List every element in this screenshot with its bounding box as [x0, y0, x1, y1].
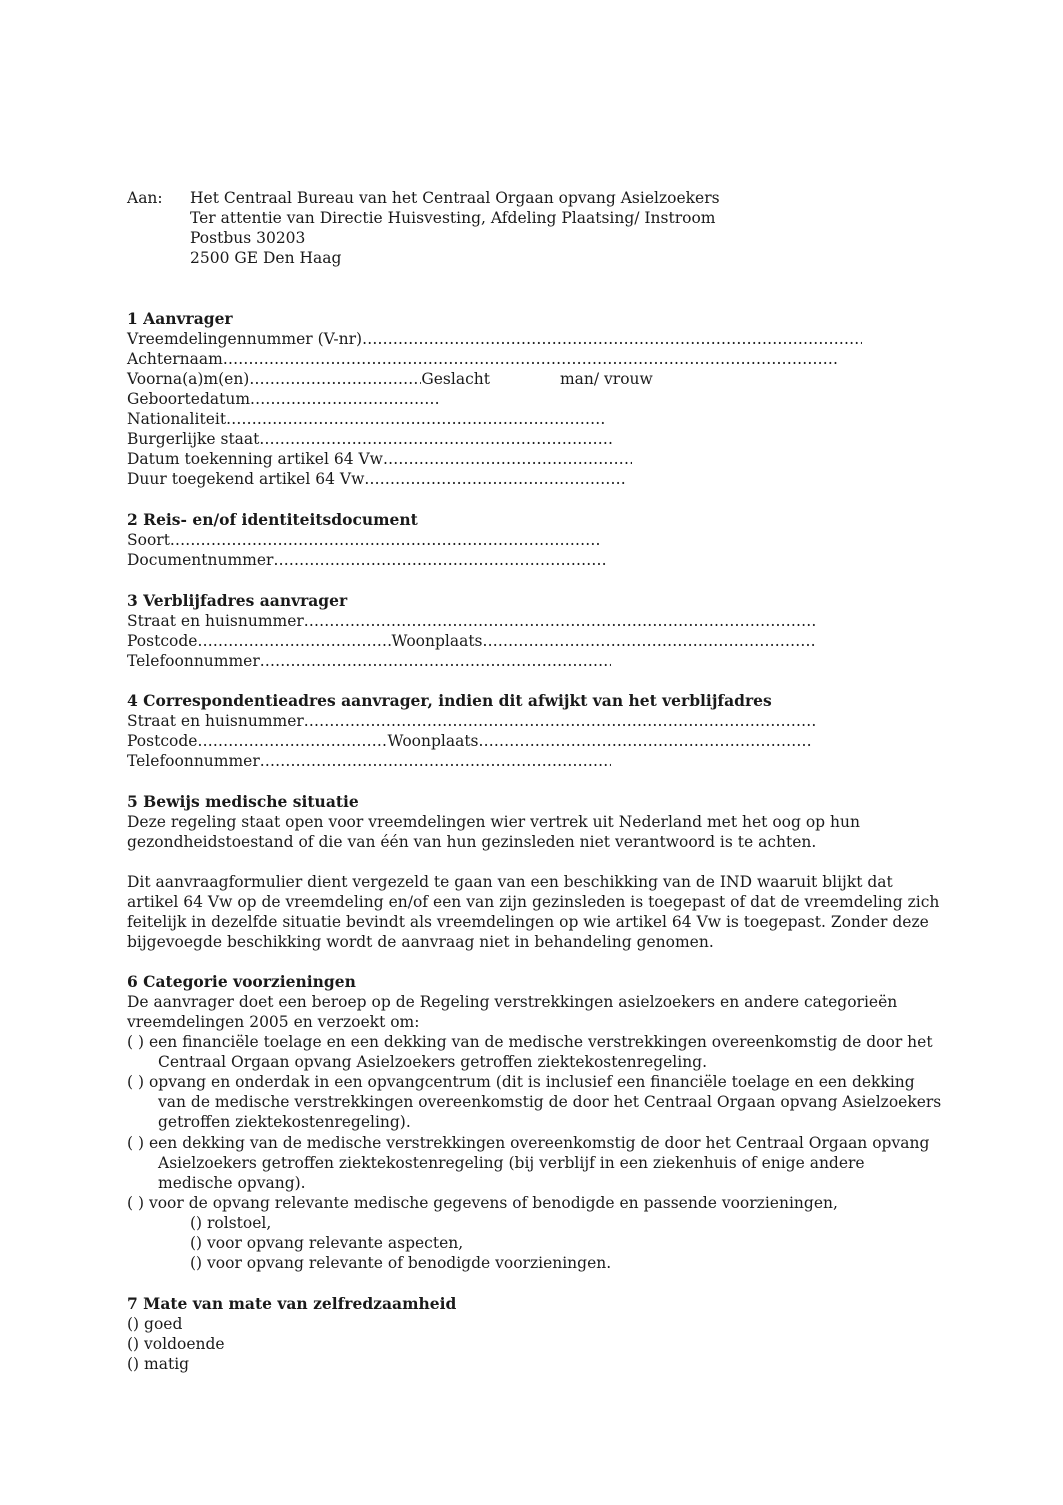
address-line-4: 2500 GE Den Haag [190, 249, 342, 267]
dotted-line [273, 550, 606, 570]
section-3-heading: 3 Verblijfadres aanvrager [127, 591, 348, 610]
corr-postcode-field[interactable] [127, 731, 812, 751]
address-line-3: Postbus 30203 [190, 229, 306, 247]
burgerlijke-staat-label: Burgerlijke staat [127, 430, 260, 448]
documentnummer-label: Documentnummer [127, 551, 274, 569]
dotted-line [226, 409, 607, 429]
dotted-line [483, 631, 816, 651]
categories-intro: De aanvrager doet een beroep op de Regeling verstrekkingen asielzoekers en andere categorieën vreemdelingen 2005 en verzoekt om: [127, 993, 898, 1031]
geslacht-label: Geslacht [421, 370, 490, 388]
datum-toekenning-label: Datum toekenning artikel 64 Vw [127, 450, 383, 468]
suboption-wheelchair[interactable]: () rolstoel, [190, 1214, 272, 1232]
section-4-heading: 4 Correspondentieadres aanvrager, indien dit afwijkt van het verblijfadres [127, 691, 772, 710]
aan-label: Aan: [127, 189, 163, 207]
dotted-line [479, 731, 812, 751]
suboption-facilities[interactable]: () voor opvang relevante of benodigde voorzieningen. [190, 1254, 612, 1272]
address-line-2: Ter attentie van Directie Huisvesting, Afdeling Plaatsing/ Instroom [190, 209, 716, 227]
woonplaats-label: Woonplaats [391, 632, 483, 650]
suboption-aspects[interactable]: () voor opvang relevante aspecten, [190, 1234, 464, 1252]
section-2-heading: 2 Reis- en/of identiteitsdocument [127, 510, 418, 529]
medical-paragraph-2: Dit aanvraagformulier dient vergezeld te gaan van een beschikking van de IND waaruit blijkt dat artikel 64 Vw op de vreemdeling en/of een van zijn gezinsleden is toegepast of dat de vreemdeling zich feitelijk in dezelfde situatie bevindt als vreemdelingen op wie artikel 64 Vw is toegepast. Zonder deze bijgevoegde beschikking wordt de aanvraag niet in behandeling genomen. [127, 873, 940, 951]
dotted-line [260, 651, 611, 671]
corr-telefoon-field[interactable] [127, 751, 611, 771]
burgerlijke-staat-field[interactable] [127, 429, 614, 449]
postcode-label: Postcode [127, 632, 198, 650]
dotted-line [259, 429, 614, 449]
achternaam-label: Achternaam [127, 350, 223, 368]
section-6-heading: 6 Categorie voorzieningen [127, 972, 356, 991]
corr-postcode-label: Postcode [127, 732, 198, 750]
documentnummer-field[interactable] [127, 550, 606, 570]
nationaliteit-field[interactable] [127, 409, 607, 429]
medical-paragraph-1: Deze regeling staat open voor vreemdelingen wier vertrek uit Nederland met het oog op hun gezondheidstoestand of die van één van hun gezinsleden niet verantwoord is te achten. [127, 813, 860, 851]
option-matig[interactable]: () matig [127, 1355, 190, 1373]
dotted-line [249, 369, 421, 389]
option-financial-allowance[interactable]: ( ) een financiële toelage en een dekking van de medische verstrekkingen overeenkomstig de door het Centraal Orgaan opvang Asielzoekers getroffen ziektekostenregeling. [127, 1033, 933, 1071]
corr-straat-label: Straat en huisnummer [127, 712, 304, 730]
dotted-line [250, 389, 440, 409]
voornamen-label: Voorna(a)m(en) [127, 370, 250, 388]
duur-label: Duur toegekend artikel 64 Vw [127, 470, 365, 488]
section-1-heading: 1 Aanvrager [127, 309, 233, 328]
nationaliteit-label: Nationaliteit [127, 410, 227, 428]
option-relevant-medical-data[interactable]: ( ) voor de opvang relevante medische gegevens of benodigde en passende voorzieningen, [127, 1194, 838, 1212]
dotted-line [383, 449, 632, 469]
dotted-line [197, 731, 387, 751]
dotted-line [304, 611, 816, 631]
option-goed[interactable]: () goed [127, 1315, 183, 1333]
datum-toekenning-field[interactable] [127, 449, 632, 469]
option-medical-coverage[interactable]: ( ) een dekking van de medische verstrekkingen overeenkomstig de door het Centraal Orgaan opvang Asielzoekers getroffen ziektekostenregeling (bij verblijf in een ziekenhuis of enige andere medische opvang). [127, 1134, 930, 1192]
dotted-line [197, 631, 391, 651]
dotted-line [223, 349, 837, 369]
postcode-field[interactable] [127, 631, 816, 651]
geboortedatum-field[interactable] [127, 389, 440, 409]
dotted-line [260, 751, 611, 771]
section-7-heading: 7 Mate van mate van zelfredzaamheid [127, 1294, 457, 1313]
dotted-line [170, 530, 599, 550]
duur-field[interactable] [127, 469, 627, 489]
section-5-heading: 5 Bewijs medische situatie [127, 792, 359, 811]
soort-field[interactable] [127, 530, 599, 550]
address-line-1: Het Centraal Bureau van het Centraal Orgaan opvang Asielzoekers [190, 189, 720, 207]
vnr-label: Vreemdelingennummer (V-nr) [127, 330, 363, 348]
vnr-field[interactable] [127, 329, 862, 349]
option-shelter[interactable]: ( ) opvang en onderdak in een opvangcentrum (dit is inclusief een financiële toelage en een dekking van de medische verstrekkingen overeenkomstig de door het Centraal Orgaan opvang Asielzoekers getroffen ziektekostenregeling). [127, 1073, 942, 1131]
voornamen-field[interactable] [127, 369, 727, 389]
straat-label: Straat en huisnummer [127, 612, 304, 630]
dotted-line [364, 469, 627, 489]
option-voldoende[interactable]: () voldoende [127, 1335, 225, 1353]
dotted-line [362, 329, 862, 349]
geslacht-options[interactable]: man/ vrouw [559, 370, 653, 388]
corr-woonplaats-label: Woonplaats [387, 732, 479, 750]
geboortedatum-label: Geboortedatum [127, 390, 251, 408]
soort-label: Soort [127, 531, 170, 549]
telefoon-label: Telefoonnummer [127, 652, 260, 670]
achternaam-field[interactable] [127, 349, 837, 369]
straat-field[interactable] [127, 611, 816, 631]
corr-straat-field[interactable] [127, 711, 816, 731]
corr-telefoon-label: Telefoonnummer [127, 752, 260, 770]
telefoon-field[interactable] [127, 651, 611, 671]
dotted-line [304, 711, 816, 731]
